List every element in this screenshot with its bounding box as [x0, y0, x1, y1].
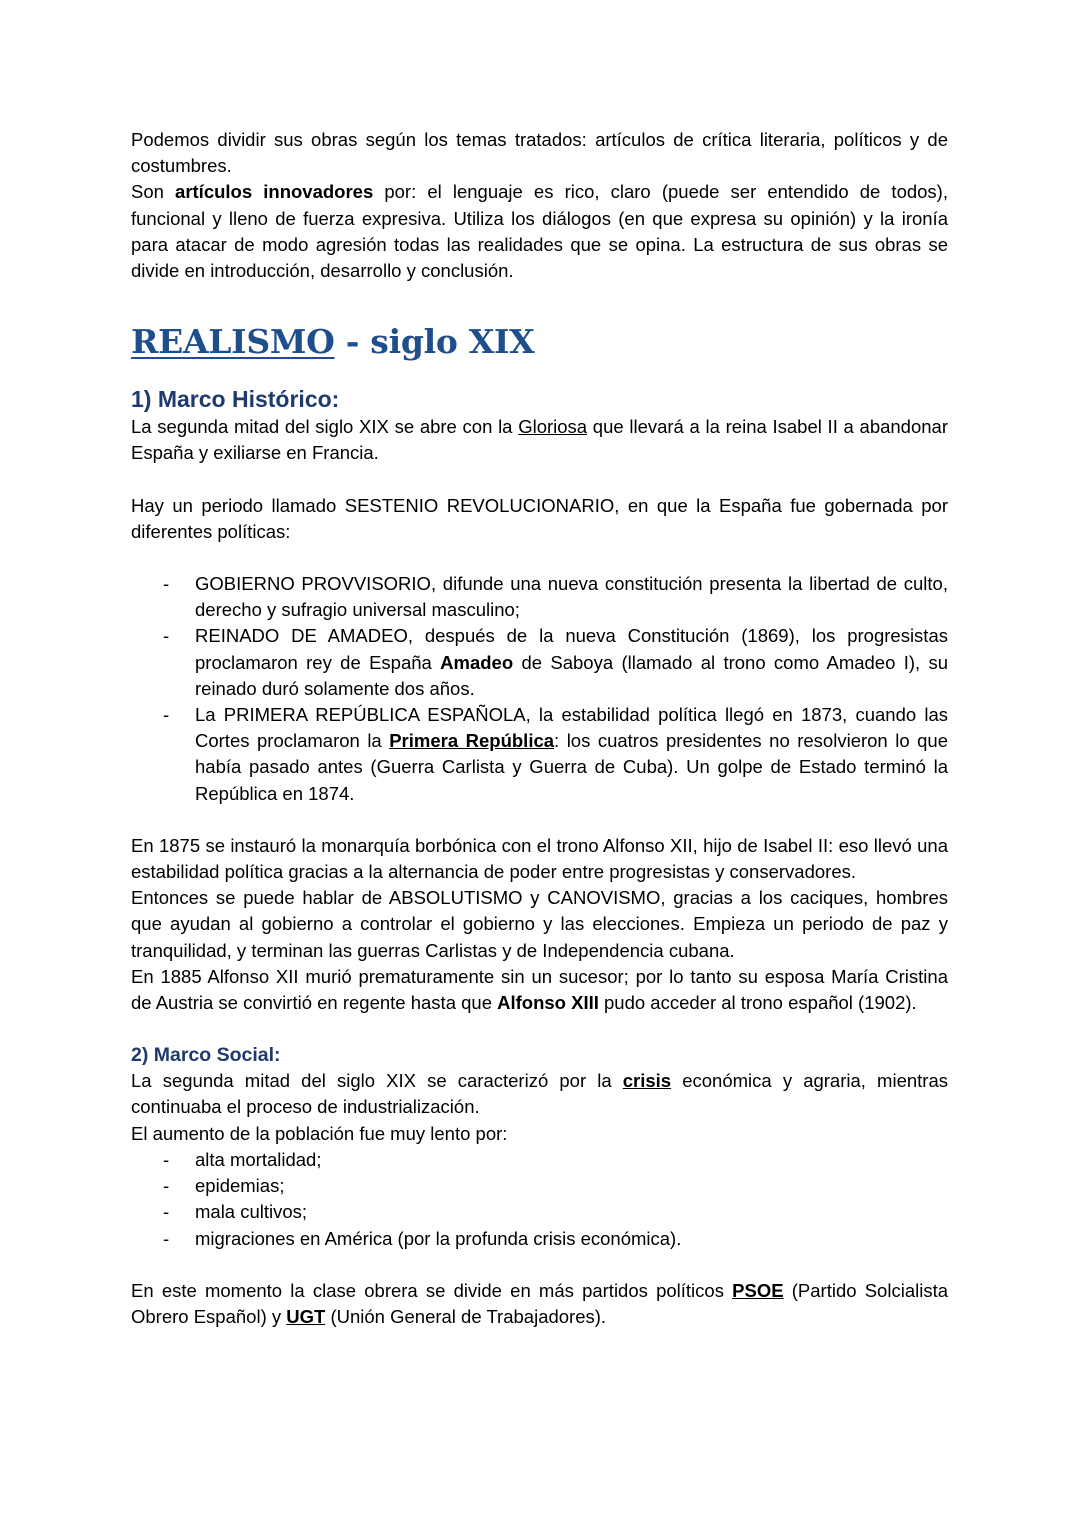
section-heading-historico: 1) Marco Histórico:: [131, 386, 340, 413]
text-span: En este momento la clase obrera se divide en más partidos políticos: [131, 1279, 733, 1301]
intro-paragraph-1: Podemos dividir sus obras según los temas tratados: artículos de crítica literaria, políticos y de costumbres.: [131, 129, 948, 177]
text-span: que llevará a la reina Isabel II a abandonar España y exiliarse en Francia.: [131, 416, 949, 464]
list-item: - mala cultivos;: [195, 1199, 948, 1225]
list-item: - migraciones en América (por la profunda crisis económica).: [195, 1226, 948, 1252]
text-span: (Partido Solcialista Obrero Español) y: [131, 1279, 949, 1327]
text-span: La segunda mitad del siglo XIX se abre con la: [131, 416, 519, 438]
gloriosa-link[interactable]: Gloriosa: [518, 416, 588, 438]
crisis-link[interactable]: crisis: [622, 1070, 672, 1092]
primera-republica-link[interactable]: Primera República: [389, 730, 555, 752]
ugt-link[interactable]: UGT: [286, 1305, 326, 1327]
section-heading-social: 2) Marco Social:: [131, 1044, 281, 1067]
social-paragraph-1: [131, 1068, 948, 1120]
text-span: En 1885 Alfonso XII murió prematuramente sin un sucesor; por lo tanto su esposa María Cristina de Austria se convirtió en regente hasta que: [131, 965, 948, 1014]
text-span: por: el lenguaje es rico, claro (puede ser entendido de todos), funcional y lleno de fuerza expresiva. Utiliza los diálogos (en que expresa su opinión) y la ironía para atacar de modo agresión todas las realidades que se opina. La estructura de sus obras se divide en introducción, desarrollo y conclusión.: [131, 181, 948, 282]
causas-list: [131, 1147, 948, 1252]
text-span: (Unión General de Trabajadores).: [325, 1305, 607, 1327]
spacer: [131, 1016, 948, 1042]
text-span: económica y agraria, mientras continuaba el proceso de industrialización.: [131, 1070, 948, 1118]
list-item: [195, 623, 948, 702]
page-title: [131, 322, 948, 362]
bold-text: Alfonso XIII: [497, 992, 599, 1014]
social-paragraph-3: [131, 1278, 948, 1330]
historico-paragraph-1: [131, 414, 948, 466]
title-rest: - siglo XIX: [334, 322, 535, 362]
text-span: La segunda mitad del siglo XIX se caracterizó por la: [131, 1070, 623, 1092]
spacer: [131, 545, 948, 571]
intro-paragraph-2: [131, 179, 948, 284]
text-span: REINADO DE AMADEO, después de la nueva Constitución (1869), los progresistas proclamaron rey de España: [195, 625, 948, 673]
text-span: La PRIMERA REPÚBLICA ESPAÑOLA, la estabilidad política llegó en 1873, cuando las Cortes proclamaron la: [195, 704, 948, 752]
bold-text: artículos innovadores: [175, 181, 374, 203]
text-span: pudo acceder al trono español (1902).: [598, 992, 917, 1014]
historico-paragraph-3: En 1875 se instauró la monarquía borbónica con el trono Alfonso XII, hijo de Isabel II: eso llevó una estabilidad política gracias a la alternancia de poder entre progresistas y conservadores.: [131, 834, 948, 883]
gobiernos-list: [131, 571, 948, 807]
list-item: - epidemias;: [195, 1173, 948, 1199]
list-item: [195, 702, 948, 807]
list-item: - GOBIERNO PROVVISORIO, difunde una nueva constitución presenta la libertad de culto, derecho y sufragio universal masculino;: [195, 571, 948, 623]
spacer: [131, 1252, 948, 1278]
psoe-link[interactable]: PSOE: [732, 1279, 784, 1301]
text-span: Son: [131, 181, 176, 203]
title-main: REALISMO: [131, 322, 335, 362]
list-item: - alta mortalidad;: [195, 1147, 948, 1173]
text-span: : los cuatros presidentes no resolvieron lo que había pasado antes (Guerra Carlista y Guerra de Cuba). Un golpe de Estado terminó la República en 1874.: [195, 730, 948, 804]
historico-paragraph-2: Hay un periodo llamado SESTENIO REVOLUCIONARIO, en que la España fue gobernada por diferentes políticas:: [131, 494, 948, 542]
text-span: de Saboya (llamado al trono como Amadeo I), su reinado duró solamente dos años.: [195, 651, 949, 699]
document-page: [131, 127, 948, 1330]
social-paragraph-2: El aumento de la población fue muy lento por:: [131, 1122, 508, 1144]
bold-text: Amadeo: [440, 651, 514, 673]
spacer: [131, 467, 948, 493]
historico-paragraph-4: Entonces se puede hablar de ABSOLUTISMO y CANOVISMO, gracias a los caciques, hombres que ayudan al gobierno a controlar el gobierno y las elecciones. Empieza un periodo de paz y tranquilidad, y terminan las guerras Carlistas y de Independencia cubana.: [131, 887, 948, 961]
spacer: [131, 807, 948, 833]
historico-paragraph-5: [131, 964, 948, 1016]
